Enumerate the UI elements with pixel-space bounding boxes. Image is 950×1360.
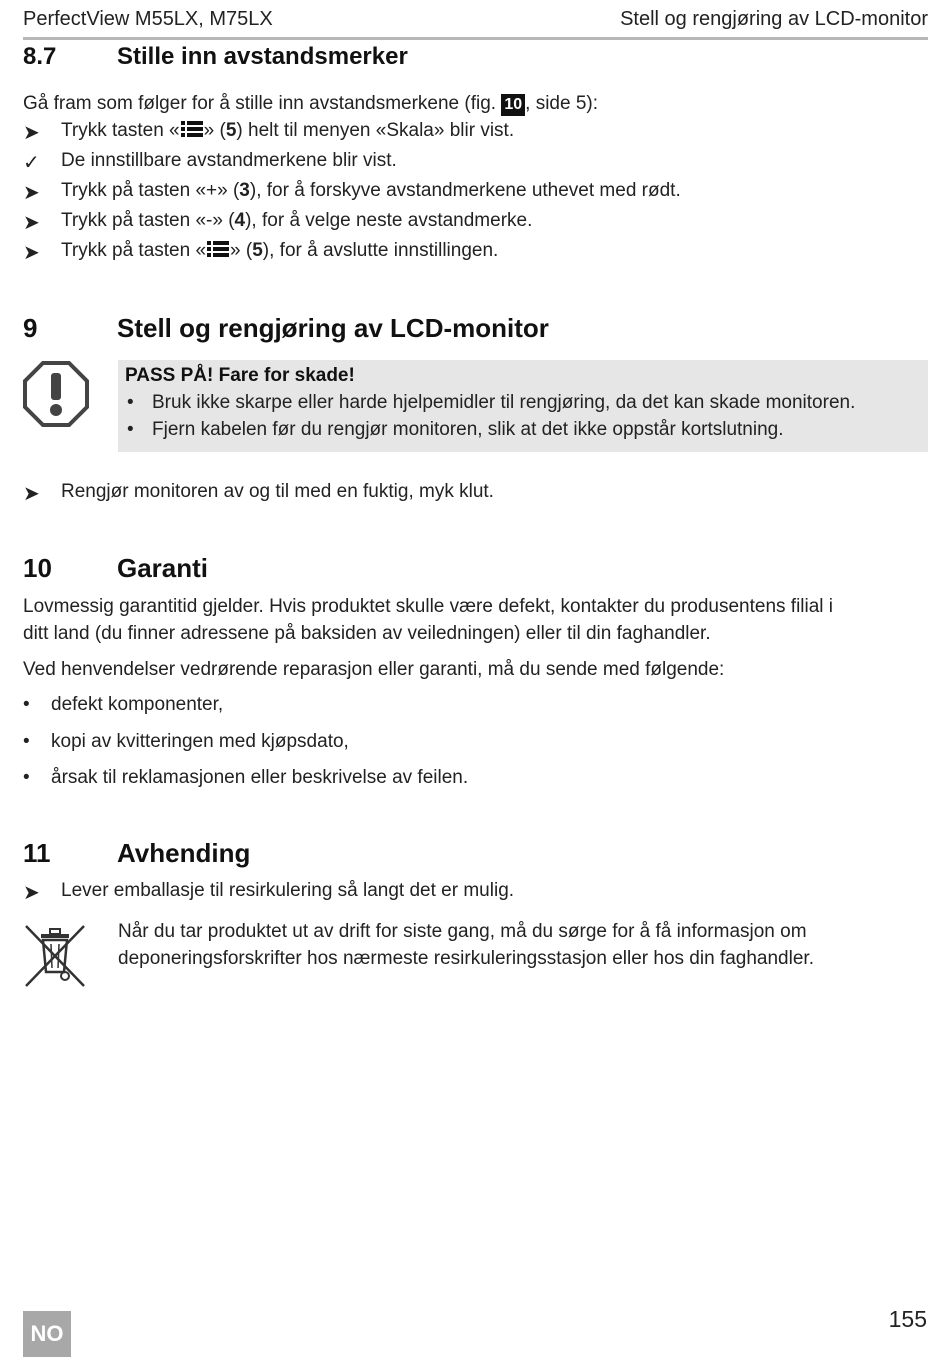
paragraph: Ved henvendelser vedrørende reparasjon eller garanti, må du sende med følgende:	[23, 659, 725, 680]
result-text: De innstillbare avstandmerkene blir vist.	[61, 150, 397, 171]
menu-key-icon	[207, 240, 229, 258]
section-title: Stille inn avstandsmerker	[117, 43, 408, 70]
step-text: Lever emballasje til resirkulering så langt det er mulig.	[61, 880, 515, 901]
header-rule	[23, 37, 928, 40]
running-header-chapter: Stell og rengjøring av LCD-monitor	[620, 8, 928, 30]
paragraph: Lovmessig garantitid gjelder. Hvis produktet skulle være defekt, kontakter du produsentens filial i	[23, 596, 834, 617]
section-8-7-heading	[23, 43, 923, 73]
section-number: 9	[23, 313, 38, 343]
intro-text: Gå fram som følger for å stille inn avstandsmerkene (fig.	[23, 93, 502, 114]
section-number: 10	[23, 553, 52, 583]
figure-ref-badge: 10	[501, 94, 525, 116]
crossed-bin-icon	[22, 920, 88, 990]
paragraph: ditt land (du finner adressene på baksiden av veiledningen) eller til din faghandler.	[23, 623, 711, 644]
disposal-note-line: Når du tar produktet ut av drift for siste gang, må du sørge for å få informasjon om	[118, 921, 807, 942]
section-number: 11	[23, 838, 51, 868]
arrow-step-icon: ➤	[23, 212, 40, 234]
checkmark-icon: ✓	[23, 152, 40, 174]
step-text: Trykk på tasten «-» (4), for å velge neste avstandmerke.	[61, 210, 533, 231]
running-header-product: PerfectView M55LX, M75LX	[23, 8, 273, 30]
warning-octagon-icon	[22, 360, 90, 428]
section-title: Avhending	[117, 838, 251, 868]
arrow-step-icon: ➤	[23, 483, 40, 505]
section-title: Garanti	[117, 553, 209, 583]
section-11-heading	[23, 838, 923, 870]
step-text: Trykk tasten « » (5) helt til menyen «Skala» blir vist.	[61, 120, 515, 141]
section-8-7-intro	[23, 90, 598, 117]
warning-box: PASS PÅ! Fare for skade! • Bruk ikke skarpe eller harde hjelpemidler til rengjøring, da det kan skade monitoren. • Fjern kabelen før du rengjør monitoren, slik at det ikke oppstår kortslutning.	[118, 360, 928, 452]
section-number: 8.7	[23, 43, 57, 70]
section-10-heading	[23, 553, 923, 585]
warning-title: PASS PÅ! Fare for skade!	[125, 365, 355, 386]
section-9-heading	[23, 313, 923, 345]
arrow-step-icon: ➤	[23, 882, 40, 904]
intro-text-end: , side 5):	[525, 93, 599, 114]
arrow-step-icon: ➤	[23, 242, 40, 264]
menu-key-icon	[181, 120, 203, 138]
section-title: Stell og rengjøring av LCD-monitor	[117, 313, 549, 343]
disposal-note-line: deponeringsforskrifter hos nærmeste resirkuleringsstasjon eller hos din faghandler.	[118, 948, 814, 969]
page-number: 155	[888, 1306, 927, 1332]
arrow-step-icon: ➤	[23, 182, 40, 204]
arrow-step-icon: ➤	[23, 122, 40, 144]
step-text: Trykk på tasten «+» (3), for å forskyve avstandmerkene uthevet med rødt.	[61, 180, 681, 201]
language-badge: NO	[23, 1311, 71, 1357]
step-text: Rengjør monitoren av og til med en fuktig, myk klut.	[61, 481, 494, 502]
step-text: Trykk på tasten « » (5), for å avslutte innstillingen.	[61, 240, 499, 261]
